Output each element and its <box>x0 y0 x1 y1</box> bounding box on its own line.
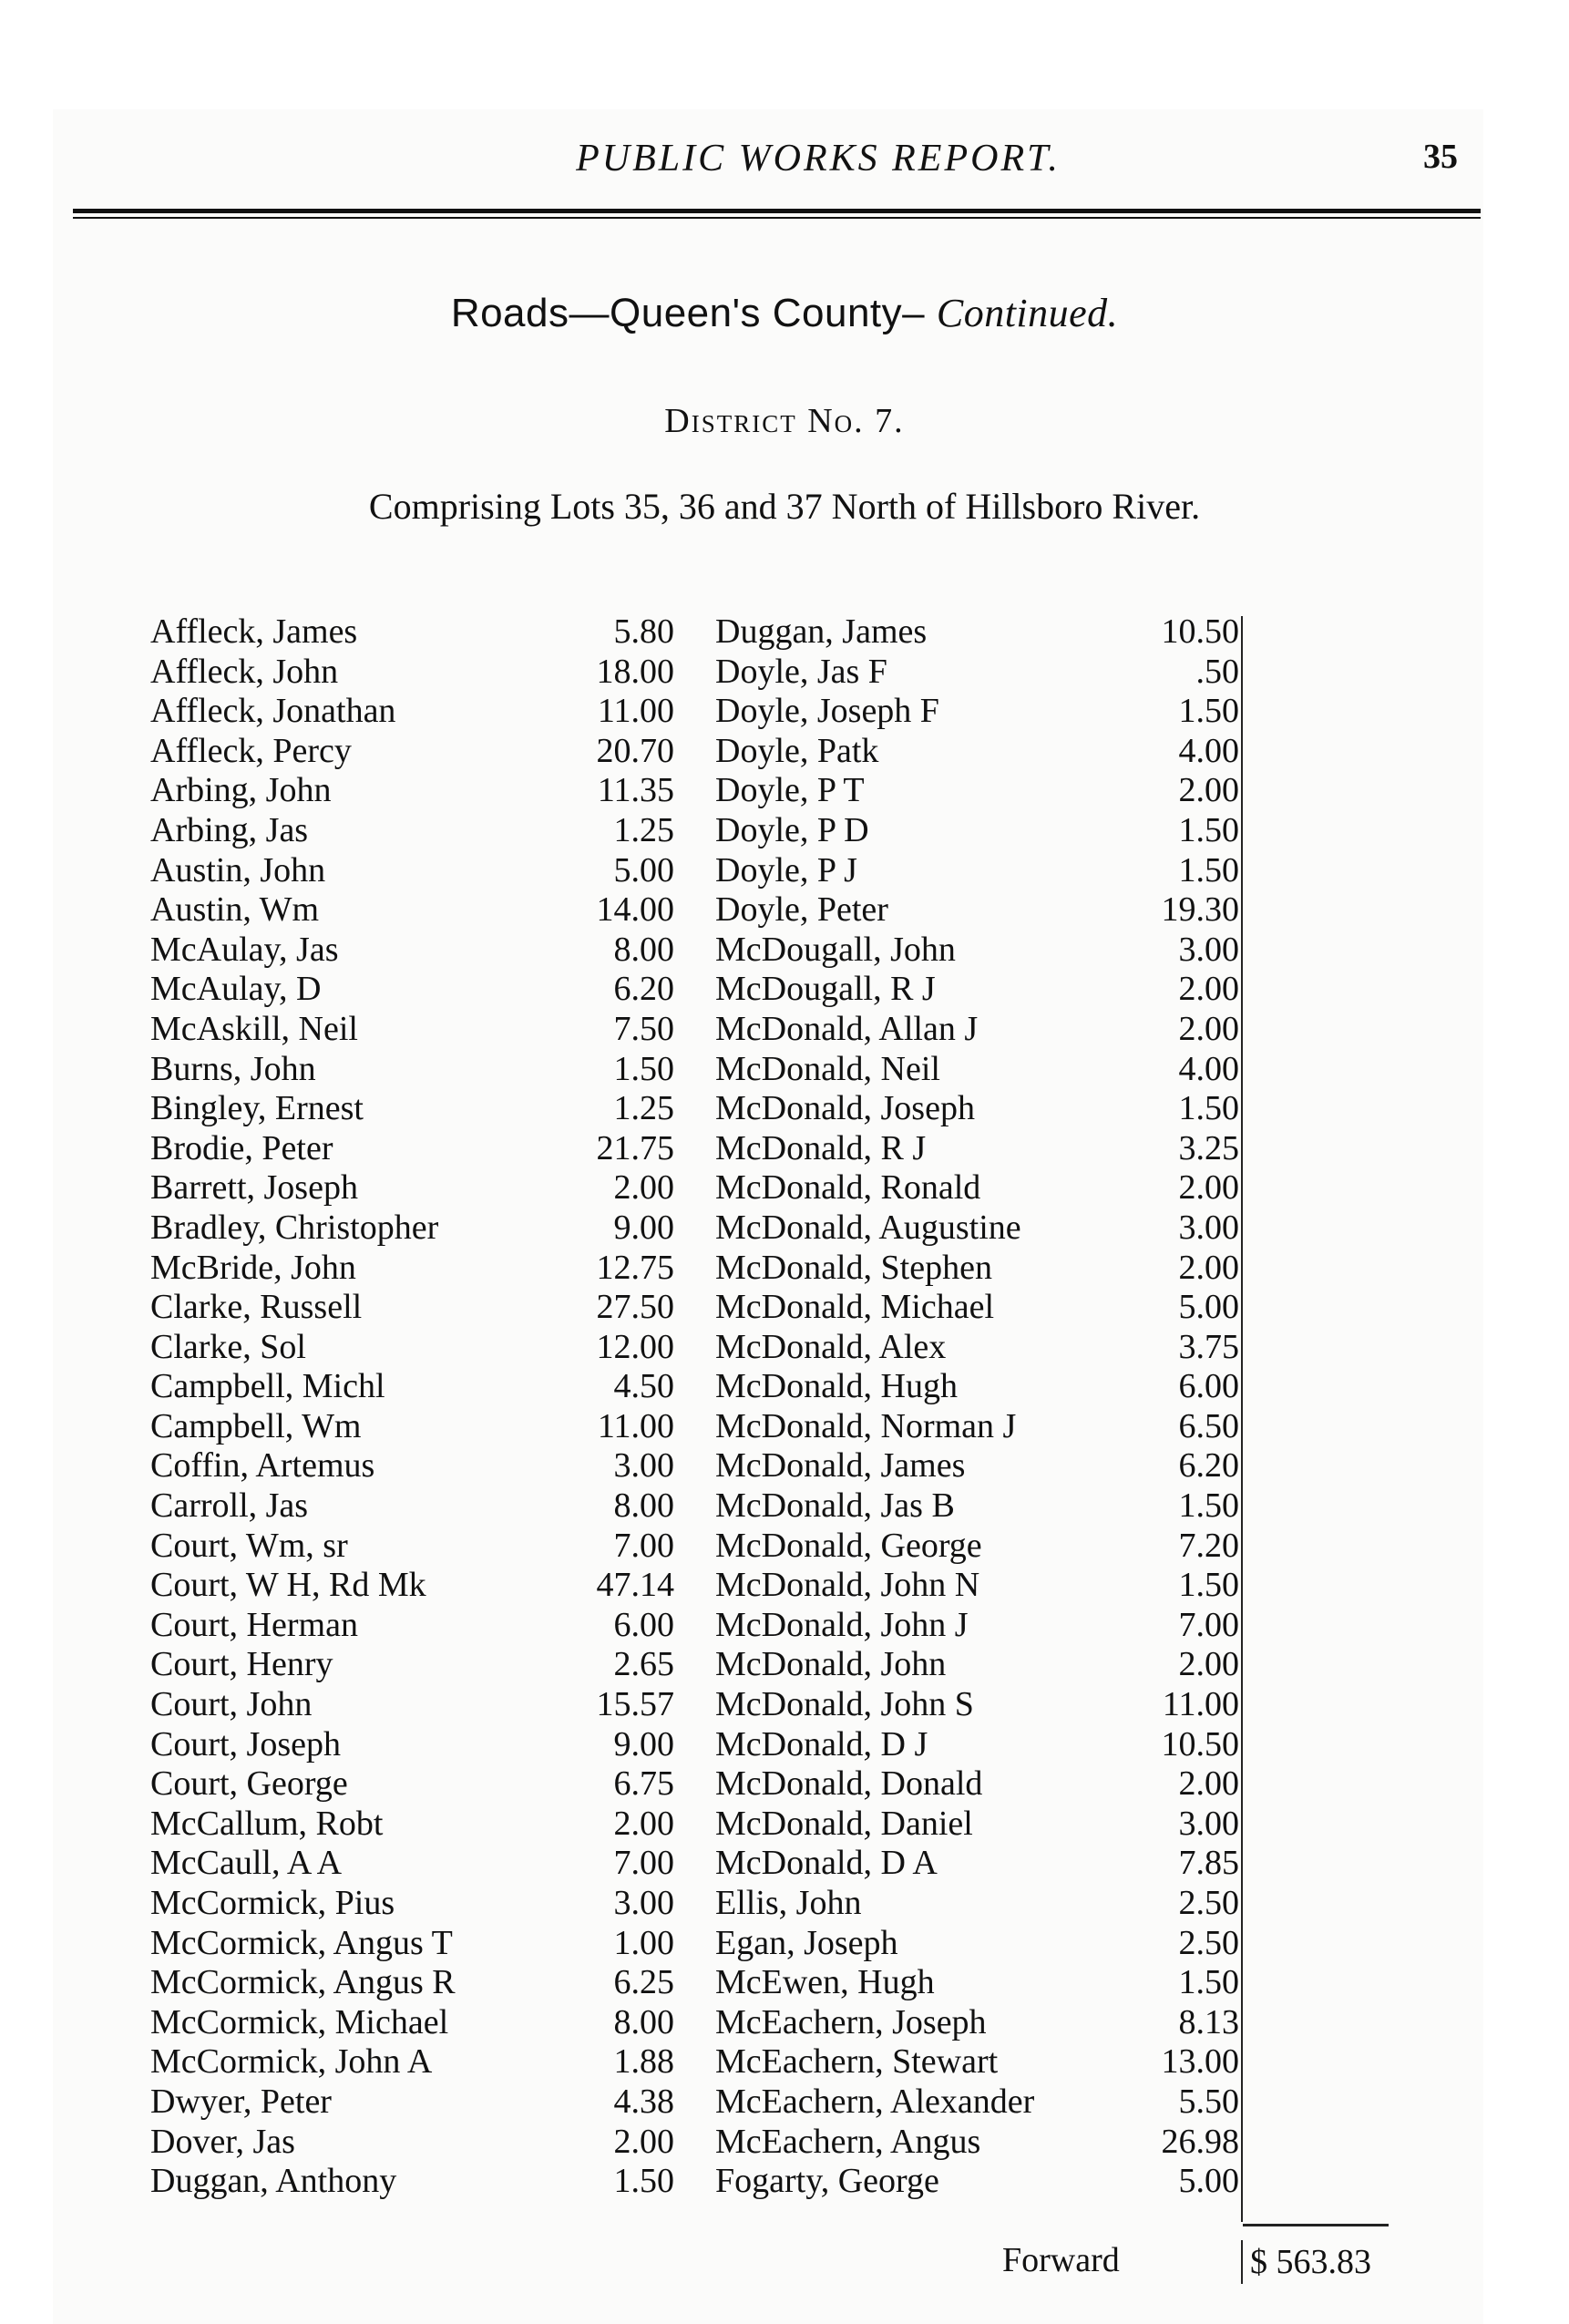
entry-name: Duggan, Anthony <box>150 2162 397 2201</box>
entry-amount: 1.50 <box>1178 692 1239 731</box>
list-item <box>150 2042 674 2082</box>
entry-name: Clarke, Sol <box>150 1327 306 1366</box>
list-item <box>715 1089 1239 1129</box>
list-item <box>715 612 1239 653</box>
entry-name: McDonald, John S <box>715 1685 974 1724</box>
entry-name: Court, John <box>150 1685 313 1724</box>
page-header <box>53 137 1483 191</box>
entry-amount: 1.25 <box>613 1089 674 1128</box>
entry-name: McDougall, John <box>715 930 956 969</box>
entry-name: McDonald, D A <box>715 1844 938 1883</box>
entry-amount: 5.00 <box>613 850 674 889</box>
list-item <box>150 1606 674 1646</box>
list-item <box>715 1010 1239 1050</box>
entry-amount: 8.00 <box>613 930 674 969</box>
list-item <box>715 851 1239 891</box>
page-number: 35 <box>1423 138 1458 176</box>
list-item <box>715 1249 1239 1289</box>
entry-amount: 2.00 <box>1178 1168 1239 1208</box>
entry-name: Doyle, Jas F <box>715 652 887 691</box>
entry-name: McDonald, R J <box>715 1128 927 1167</box>
entry-amount: 14.00 <box>596 890 674 930</box>
list-item <box>150 1288 674 1328</box>
entry-amount: 11.00 <box>597 692 674 731</box>
entry-amount: 19.30 <box>1161 890 1239 930</box>
entry-name: McDonald, Ronald <box>715 1168 981 1208</box>
entry-name: McCallum, Robt <box>150 1804 384 1843</box>
entry-name: Dover, Jas <box>150 2122 295 2161</box>
list-item <box>715 811 1239 851</box>
entry-name: Doyle, P J <box>715 850 857 889</box>
entry-amount: 2.00 <box>613 1804 674 1843</box>
entry-name: Affleck, John <box>150 652 339 691</box>
entry-amount: 5.00 <box>1178 2162 1239 2201</box>
entry-name: McDonald, Neil <box>715 1049 940 1088</box>
list-item <box>150 2082 674 2123</box>
entry-amount: 6.00 <box>613 1605 674 1644</box>
entry-name: Burns, John <box>150 1049 316 1088</box>
entry-amount: 2.00 <box>613 1168 674 1208</box>
entry-amount: 3.25 <box>1178 1128 1239 1167</box>
entry-name: McDonald, Joseph <box>715 1089 975 1128</box>
entry-amount: 5.80 <box>613 612 674 651</box>
entry-amount: 4.00 <box>1178 1049 1239 1088</box>
entry-name: McDonald, Augustine <box>715 1208 1021 1247</box>
list-item <box>715 1527 1239 1567</box>
entry-name: Campbell, Michl <box>150 1367 385 1406</box>
entry-amount: 9.00 <box>613 1208 674 1247</box>
entry-amount: 26.98 <box>1161 2122 1239 2161</box>
list-item <box>150 1884 674 1924</box>
list-item <box>150 1089 674 1129</box>
entry-name: Campbell, Wm <box>150 1406 362 1445</box>
entry-name: Doyle, Patk <box>715 731 879 770</box>
entry-amount: 2.50 <box>1178 1884 1239 1922</box>
entry-amount: 2.00 <box>1178 1009 1239 1048</box>
list-item <box>715 1645 1239 1685</box>
entry-amount: 7.85 <box>1178 1844 1239 1883</box>
right-column <box>715 612 1239 2202</box>
entry-name: McEachern, Alexander <box>715 2082 1035 2121</box>
list-item <box>150 612 674 653</box>
entry-name: Court, Wm, sr <box>150 1526 348 1565</box>
entry-name: Clarke, Russell <box>150 1288 363 1327</box>
entry-amount: 5.50 <box>1178 2082 1239 2121</box>
entry-amount: 1.50 <box>1178 1566 1239 1605</box>
entry-amount: 5.00 <box>1178 1288 1239 1327</box>
entry-name: Austin, John <box>150 850 326 889</box>
entry-amount: 6.75 <box>613 1764 674 1804</box>
section-title-continued: Continued. <box>936 291 1119 335</box>
entry-name: Affleck, James <box>150 612 358 651</box>
entry-amount: 3.00 <box>613 1446 674 1486</box>
entry-name: Coffin, Artemus <box>150 1446 375 1486</box>
entry-amount: 1.50 <box>1178 1963 1239 2002</box>
list-item <box>715 1407 1239 1447</box>
entry-name: McDonald, James <box>715 1446 966 1486</box>
entry-name: Carroll, Jas <box>150 1486 309 1526</box>
list-item <box>715 1963 1239 2003</box>
entry-amount: 1.50 <box>613 1049 674 1088</box>
list-item <box>715 2162 1239 2202</box>
entry-name: Court, George <box>150 1764 348 1804</box>
list-item <box>715 970 1239 1010</box>
list-item <box>715 2003 1239 2043</box>
entry-name: McDonald, Donald <box>715 1764 983 1804</box>
entry-amount: 6.20 <box>1178 1446 1239 1486</box>
entry-name: McEachern, Angus <box>715 2122 981 2161</box>
comprising-line: Comprising Lots 35, 36 and 37 North of Hillsboro River. <box>368 486 1201 527</box>
entry-name: Fogarty, George <box>715 2162 939 2201</box>
entry-name: Doyle, P D <box>715 810 869 849</box>
list-item <box>150 1844 674 1884</box>
entry-amount: 6.25 <box>613 1963 674 2002</box>
entry-amount: 8.13 <box>1178 2002 1239 2041</box>
list-item <box>715 1924 1239 1964</box>
entry-name: Doyle, P T <box>715 771 865 810</box>
entry-name: McDonald, Michael <box>715 1288 995 1327</box>
list-item <box>150 1010 674 1050</box>
entry-amount: 12.75 <box>596 1248 674 1287</box>
list-item <box>715 1168 1239 1208</box>
entry-amount: 15.57 <box>596 1685 674 1724</box>
list-item <box>715 1446 1239 1486</box>
entry-amount: 11.35 <box>597 771 674 810</box>
entry-amount: 1.50 <box>1178 1486 1239 1526</box>
list-item <box>150 1486 674 1527</box>
list-item <box>150 1446 674 1486</box>
list-item <box>715 1288 1239 1328</box>
header-rule-thin <box>73 217 1481 219</box>
entry-name: McEachern, Stewart <box>715 2042 999 2082</box>
list-item <box>150 2123 674 2163</box>
list-item <box>715 1685 1239 1725</box>
entry-name: Barrett, Joseph <box>150 1168 358 1208</box>
list-item <box>150 851 674 891</box>
list-item <box>150 2003 674 2043</box>
entry-name: McDonald, John N <box>715 1566 980 1605</box>
entry-amount: 2.00 <box>1178 1764 1239 1804</box>
list-item <box>715 931 1239 971</box>
entry-amount: 3.00 <box>1178 930 1239 969</box>
list-item <box>150 1924 674 1964</box>
entry-amount: 12.00 <box>596 1327 674 1366</box>
list-item <box>150 732 674 772</box>
list-item <box>150 1764 674 1805</box>
entry-amount: 4.38 <box>613 2082 674 2121</box>
list-item <box>150 1328 674 1368</box>
list-item <box>150 970 674 1010</box>
list-item <box>715 1725 1239 1765</box>
entry-name: Affleck, Percy <box>150 731 352 770</box>
entry-amount: 1.88 <box>613 2042 674 2082</box>
entry-amount: 3.75 <box>1178 1327 1239 1366</box>
entry-amount: 13.00 <box>1161 2042 1239 2082</box>
list-item <box>150 692 674 732</box>
entry-name: Arbing, Jas <box>150 810 309 849</box>
entry-name: McCormick, John A <box>150 2042 433 2082</box>
entry-name: Bingley, Ernest <box>150 1089 364 1128</box>
list-item <box>150 2162 674 2202</box>
district-heading: District No. 7. <box>664 402 905 440</box>
entry-amount: 6.20 <box>613 970 674 1009</box>
entry-amount: 2.00 <box>1178 1645 1239 1684</box>
entry-amount: 1.50 <box>613 2162 674 2201</box>
entry-amount: 8.00 <box>613 1486 674 1526</box>
entry-amount: 2.00 <box>1178 771 1239 810</box>
entry-name: McEwen, Hugh <box>715 1963 935 2002</box>
entry-name: Doyle, Peter <box>715 890 888 930</box>
list-item <box>150 1527 674 1567</box>
entry-amount: 6.50 <box>1178 1406 1239 1445</box>
entry-amount: 9.00 <box>613 1724 674 1764</box>
list-item <box>715 2082 1239 2123</box>
list-item <box>150 931 674 971</box>
entry-name: McDonald, Alex <box>715 1327 947 1366</box>
list-item <box>715 1208 1239 1249</box>
entry-name: McDonald, George <box>715 1526 982 1565</box>
entry-amount: 1.50 <box>1178 850 1239 889</box>
list-item <box>150 1407 674 1447</box>
entry-name: Bradley, Christopher <box>150 1208 439 1247</box>
list-item <box>150 1208 674 1249</box>
list-item <box>715 1606 1239 1646</box>
forward-total: $ 563.83 <box>1241 2240 1371 2284</box>
entry-amount: 1.50 <box>1178 810 1239 849</box>
entry-amount: 7.00 <box>613 1526 674 1565</box>
entry-amount: 10.50 <box>1161 612 1239 651</box>
entry-amount: 6.00 <box>1178 1367 1239 1406</box>
entry-name: Affleck, Jonathan <box>150 692 396 731</box>
entry-name: McDonald, Norman J <box>715 1406 1017 1445</box>
entry-amount: 7.20 <box>1178 1526 1239 1565</box>
entry-name: McDonald, John J <box>715 1605 969 1644</box>
list-item <box>150 1367 674 1407</box>
entry-amount: 7.00 <box>1178 1605 1239 1644</box>
entry-amount: 10.50 <box>1161 1724 1239 1764</box>
entry-amount: 3.00 <box>613 1884 674 1922</box>
list-item <box>715 1367 1239 1407</box>
entry-amount: .50 <box>1195 652 1239 691</box>
entry-amount: 2.00 <box>613 2122 674 2161</box>
entry-amount: 2.50 <box>1178 1923 1239 1962</box>
list-item <box>715 890 1239 931</box>
entry-name: McDougall, R J <box>715 970 936 1009</box>
entry-name: McDonald, Daniel <box>715 1804 973 1843</box>
entry-name: McDonald, D J <box>715 1724 928 1764</box>
list-item <box>715 1844 1239 1884</box>
list-item <box>150 653 674 693</box>
entry-name: Duggan, James <box>715 612 928 651</box>
entry-name: Ellis, John <box>715 1884 862 1922</box>
entry-amount: 2.00 <box>1178 1248 1239 1287</box>
entry-name: Doyle, Joseph F <box>715 692 939 731</box>
list-item <box>715 1884 1239 1924</box>
list-item <box>715 1328 1239 1368</box>
forward-label: Forward <box>1002 2241 1120 2279</box>
entry-name: Egan, Joseph <box>715 1923 898 1962</box>
list-item <box>150 1129 674 1169</box>
list-item <box>715 1566 1239 1606</box>
entry-name: Brodie, Peter <box>150 1128 333 1167</box>
entry-name: McDonald, Stephen <box>715 1248 992 1287</box>
entry-name: Dwyer, Peter <box>150 2082 332 2121</box>
header-rule-thick <box>73 209 1481 213</box>
entry-name: McDonald, Jas B <box>715 1486 955 1526</box>
entry-amount: 8.00 <box>613 2002 674 2041</box>
entry-amount: 11.00 <box>597 1406 674 1445</box>
entry-name: Austin, Wm <box>150 890 320 930</box>
list-item <box>715 1050 1239 1090</box>
list-item <box>150 1050 674 1090</box>
list-item <box>715 653 1239 693</box>
list-item <box>150 1805 674 1845</box>
entry-amount: 1.25 <box>613 810 674 849</box>
entry-name: Court, Joseph <box>150 1724 341 1764</box>
entry-amount: 1.50 <box>1178 1089 1239 1128</box>
entry-name: Court, Henry <box>150 1645 333 1684</box>
entry-amount: 4.50 <box>613 1367 674 1406</box>
list-item <box>715 771 1239 811</box>
list-item <box>715 1129 1239 1169</box>
list-item <box>715 1486 1239 1527</box>
list-item <box>715 732 1239 772</box>
running-head: PUBLIC WORKS REPORT. <box>576 138 1061 180</box>
entry-name: McCormick, Angus R <box>150 1963 456 2002</box>
section-title <box>0 290 1569 336</box>
entry-amount: 4.00 <box>1178 731 1239 770</box>
list-item <box>150 1645 674 1685</box>
entry-name: McAulay, Jas <box>150 930 339 969</box>
list-item <box>715 1805 1239 1845</box>
entry-name: Arbing, John <box>150 771 332 810</box>
entry-amount: 7.00 <box>613 1844 674 1883</box>
list-item <box>150 1168 674 1208</box>
list-item <box>715 2042 1239 2082</box>
list-item <box>150 1963 674 2003</box>
entry-amount: 3.00 <box>1178 1208 1239 1247</box>
entry-amount: 21.75 <box>596 1128 674 1167</box>
entry-name: McCormick, Pius <box>150 1884 395 1922</box>
list-item <box>150 1725 674 1765</box>
entry-name: McCaull, A A <box>150 1844 343 1883</box>
list-item <box>715 2123 1239 2163</box>
amount-column-rule <box>1241 616 1243 2222</box>
entry-amount: 11.00 <box>1162 1685 1239 1724</box>
list-item <box>150 1249 674 1289</box>
list-item <box>150 811 674 851</box>
left-column <box>150 612 674 2202</box>
entry-amount: 2.00 <box>1178 970 1239 1009</box>
entry-amount: 27.50 <box>596 1288 674 1327</box>
list-item <box>150 1566 674 1606</box>
entry-name: McDonald, Allan J <box>715 1009 979 1048</box>
entry-amount: 1.00 <box>613 1923 674 1962</box>
entry-name: Court, W H, Rd Mk <box>150 1566 426 1605</box>
entry-amount: 3.00 <box>1178 1804 1239 1843</box>
entry-name: McEachern, Joseph <box>715 2002 987 2041</box>
entry-amount: 2.65 <box>613 1645 674 1684</box>
entry-amount: 7.50 <box>613 1009 674 1048</box>
entry-name: McAulay, D <box>150 970 322 1009</box>
entry-name: McDonald, John <box>715 1645 947 1684</box>
list-item <box>715 692 1239 732</box>
entry-name: McDonald, Hugh <box>715 1367 958 1406</box>
list-item <box>150 1685 674 1725</box>
total-rule <box>1243 2224 1389 2226</box>
entry-name: McCormick, Michael <box>150 2002 449 2041</box>
section-title-main: Roads—Queen's County– <box>450 291 926 335</box>
entry-name: McBride, John <box>150 1248 356 1287</box>
entry-name: Court, Herman <box>150 1605 358 1644</box>
entry-name: McAskill, Neil <box>150 1009 358 1048</box>
entry-name: McCormick, Angus T <box>150 1923 453 1962</box>
list-item <box>150 771 674 811</box>
entry-amount: 18.00 <box>596 652 674 691</box>
list-item <box>150 890 674 931</box>
list-item <box>715 1764 1239 1805</box>
entry-amount: 20.70 <box>596 731 674 770</box>
entry-amount: 47.14 <box>596 1566 674 1605</box>
